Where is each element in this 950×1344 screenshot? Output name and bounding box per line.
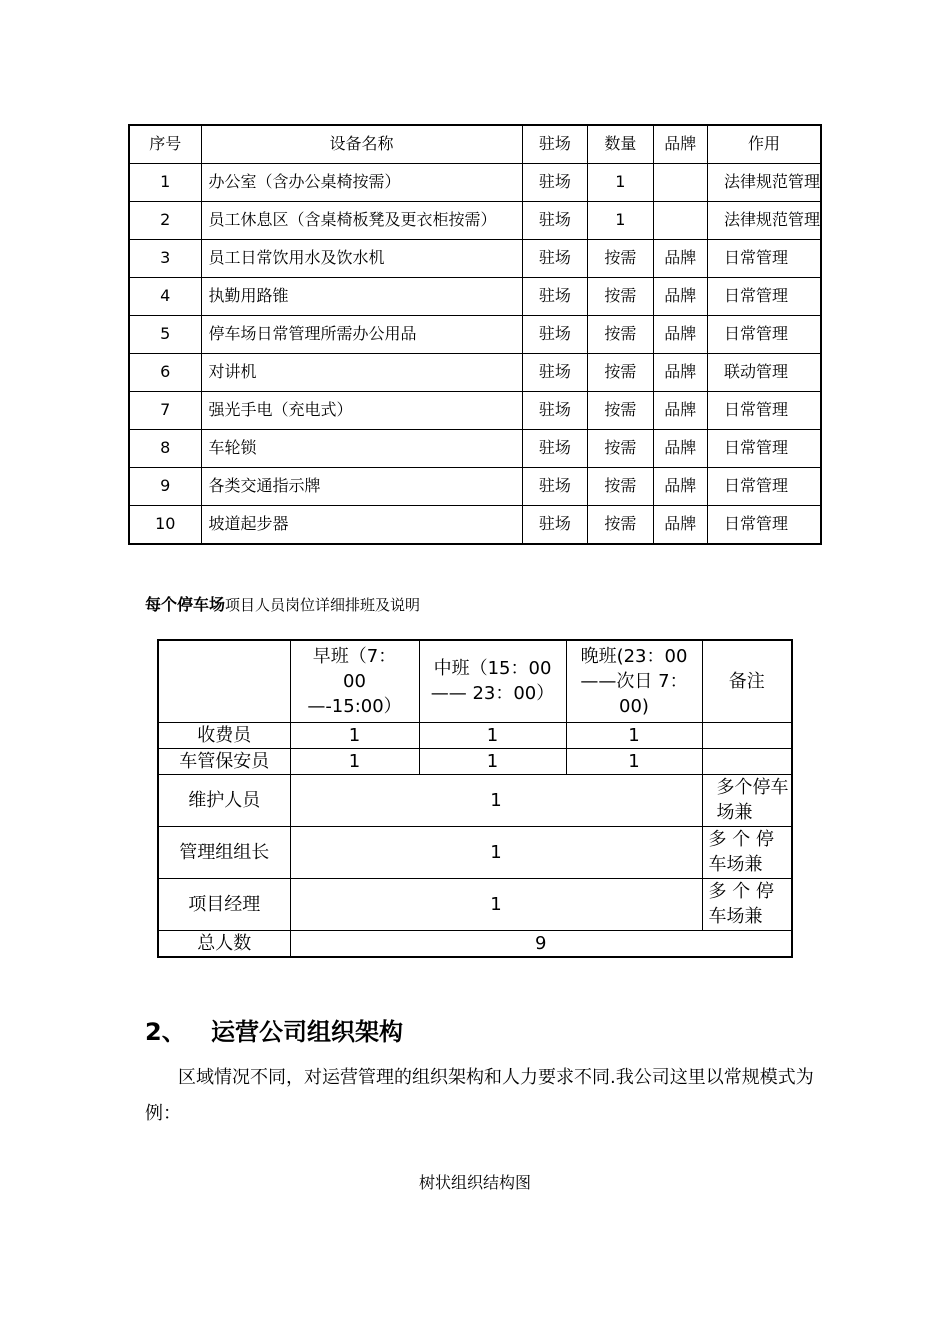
cell-col-qty: [588, 240, 654, 278]
schedule-header-middle: 中班（15：00—— 23：00）: [419, 640, 566, 722]
header-label: 作用: [747, 134, 780, 153]
morning-count: 1: [290, 722, 419, 748]
role-label: 项目经理: [158, 878, 290, 930]
cell-col-onsite: [522, 430, 588, 468]
cell-col-brand: [653, 468, 707, 506]
cell-col-onsite: [522, 240, 588, 278]
staff-count: 1: [290, 878, 702, 930]
cell-col-purpose: [707, 468, 821, 506]
role-label: 维护人员: [158, 774, 290, 826]
cell-col-qty: [588, 354, 654, 392]
cell-text: 1: [615, 172, 626, 191]
middle-count: 1: [419, 722, 566, 748]
equipment-row: [129, 430, 821, 468]
cell-text: 按需: [604, 362, 637, 381]
cell-text: 按需: [604, 324, 637, 343]
cell-col-onsite: [522, 202, 588, 240]
staff-count: 1: [290, 774, 702, 826]
cell-text: 驻场: [538, 400, 571, 419]
cell-text: 按需: [604, 476, 637, 495]
note-cell: [702, 748, 792, 774]
cell-col-brand: [653, 202, 707, 240]
equipment-row: [129, 506, 821, 545]
cell-col-name: [201, 430, 522, 468]
cell-col-name: [201, 278, 522, 316]
header-col-brand: [653, 125, 707, 164]
cell-col-brand: [653, 240, 707, 278]
role-label: 管理组组长: [158, 826, 290, 878]
cell-col-onsite: [522, 354, 588, 392]
cell-col-purpose: [707, 202, 821, 240]
cell-text: 日常管理: [723, 248, 788, 267]
cell-col-qty: [588, 278, 654, 316]
cell-col-index: [129, 164, 201, 202]
cell-col-purpose: [707, 392, 821, 430]
schedule-row-guard: [158, 748, 792, 774]
cell-col-brand: [653, 430, 707, 468]
cell-text: 品牌: [664, 438, 697, 457]
cell-text: 品牌: [664, 514, 697, 533]
header-col-purpose: [707, 125, 821, 164]
cell-col-qty: [588, 506, 654, 545]
cell-text: 日常管理: [723, 400, 788, 419]
note-cell: 多 个 停车场兼: [702, 826, 792, 878]
cell-col-name: [201, 468, 522, 506]
cell-text: 3: [160, 248, 171, 267]
equipment-row: [129, 354, 821, 392]
schedule-row-manager: [158, 878, 792, 930]
cell-text: 坡道起步器: [208, 514, 289, 533]
cell-col-brand: [653, 278, 707, 316]
cell-text: 按需: [604, 400, 637, 419]
morning-count: 1: [290, 748, 419, 774]
equipment-row: [129, 202, 821, 240]
cell-text: 强光手电（充电式）: [208, 400, 353, 419]
cell-col-purpose: [707, 354, 821, 392]
cell-text: 驻场: [538, 172, 571, 191]
cell-text: [654, 202, 707, 239]
cell-text: 按需: [604, 286, 637, 305]
cell-text: 按需: [604, 248, 637, 267]
cell-text: 按需: [604, 514, 637, 533]
equipment-header-row: [129, 125, 821, 164]
schedule-row-team-leader: [158, 826, 792, 878]
schedule-header-night: 晚班(23：00——次日 7：00): [566, 640, 702, 722]
cell-text: 法律规范管理: [723, 172, 820, 191]
cell-text: 1: [615, 210, 626, 229]
cell-col-name: [201, 316, 522, 354]
cell-col-index: [129, 202, 201, 240]
cell-col-onsite: [522, 468, 588, 506]
cell-text: 10: [155, 514, 176, 533]
note-cell: 多个停车场兼: [702, 774, 792, 826]
cell-text: [654, 164, 707, 201]
header-col-index: [129, 125, 201, 164]
middle-count: 1: [419, 748, 566, 774]
cell-text: 6: [160, 362, 171, 381]
cell-text: 日常管理: [723, 324, 788, 343]
cell-col-index: [129, 392, 201, 430]
schedule-title: [145, 592, 420, 615]
cell-text: 联动管理: [723, 362, 788, 381]
night-count: 1: [566, 722, 702, 748]
cell-col-brand: [653, 506, 707, 545]
equipment-table: [128, 124, 822, 545]
cell-col-index: [129, 278, 201, 316]
cell-text: 2: [160, 210, 171, 229]
cell-text: 7: [160, 400, 171, 419]
schedule-title-rest: 项目人员岗位详细排班及说明: [225, 596, 421, 614]
cell-col-purpose: [707, 430, 821, 468]
cell-col-index: [129, 316, 201, 354]
cell-col-index: [129, 468, 201, 506]
cell-col-onsite: [522, 506, 588, 545]
cell-text: 驻场: [538, 286, 571, 305]
cell-col-brand: [653, 392, 707, 430]
schedule-table: [157, 639, 793, 958]
cell-col-qty: [588, 316, 654, 354]
section-paragraph: 区域情况不同，对运营管理的组织架构和人力要求不同.我公司这里以常规模式为例：: [145, 1067, 814, 1124]
role-label: 总人数: [158, 930, 290, 957]
role-label: 车管保安员: [158, 748, 290, 774]
equipment-row: [129, 392, 821, 430]
cell-text: 各类交通指示牌: [208, 476, 321, 495]
cell-text: 8: [160, 438, 171, 457]
cell-text: 对讲机: [208, 362, 257, 381]
cell-text: 驻场: [538, 438, 571, 457]
role-label: 收费员: [158, 722, 290, 748]
cell-text: 品牌: [664, 362, 697, 381]
cell-col-onsite: [522, 316, 588, 354]
cell-text: 法律规范管理: [723, 210, 820, 229]
cell-text: 日常管理: [723, 286, 788, 305]
cell-col-purpose: [707, 164, 821, 202]
cell-col-name: [201, 240, 522, 278]
cell-col-onsite: [522, 392, 588, 430]
header-col-name: [201, 125, 522, 164]
cell-text: 驻场: [538, 362, 571, 381]
schedule-row-maintenance: [158, 774, 792, 826]
cell-text: 品牌: [664, 248, 697, 267]
cell-col-qty: [588, 392, 654, 430]
cell-text: 执勤用路锥: [208, 286, 289, 305]
cell-col-brand: [653, 316, 707, 354]
note-cell: [702, 722, 792, 748]
cell-text: 品牌: [664, 400, 697, 419]
cell-text: 驻场: [538, 476, 571, 495]
cell-text: 品牌: [664, 476, 697, 495]
cell-col-qty: [588, 164, 654, 202]
cell-col-purpose: [707, 278, 821, 316]
cell-text: 按需: [604, 438, 637, 457]
cell-col-index: [129, 430, 201, 468]
schedule-row-cashier: [158, 722, 792, 748]
cell-col-index: [129, 240, 201, 278]
cell-text: 4: [160, 286, 171, 305]
cell-text: 日常管理: [723, 476, 788, 495]
cell-text: 5: [160, 324, 171, 343]
equipment-row: [129, 164, 821, 202]
note-cell: 多 个 停车场兼: [702, 878, 792, 930]
cell-col-name: [201, 202, 522, 240]
cell-col-purpose: [707, 506, 821, 545]
schedule-header-row: [158, 640, 792, 722]
equipment-row: [129, 468, 821, 506]
total-count: 9: [290, 930, 792, 957]
night-count: 1: [566, 748, 702, 774]
diagram-caption: 树状组织结构图: [418, 1173, 531, 1192]
cell-col-purpose: [707, 316, 821, 354]
cell-text: 驻场: [538, 210, 571, 229]
cell-text: 车轮锁: [208, 438, 257, 457]
cell-text: 停车场日常管理所需办公用品: [208, 324, 417, 343]
header-label: 设备名称: [329, 134, 394, 153]
header-label: 数量: [604, 134, 637, 153]
equipment-row: [129, 278, 821, 316]
cell-col-name: [201, 354, 522, 392]
cell-col-brand: [653, 354, 707, 392]
cell-col-index: [129, 354, 201, 392]
cell-col-onsite: [522, 278, 588, 316]
header-col-onsite: [522, 125, 588, 164]
cell-col-name: [201, 164, 522, 202]
cell-col-onsite: [522, 164, 588, 202]
header-label: 驻场: [538, 134, 571, 153]
cell-text: 驻场: [538, 514, 571, 533]
section-number: 2、: [145, 1018, 186, 1046]
cell-text: 日常管理: [723, 438, 788, 457]
header-label: 品牌: [664, 134, 697, 153]
schedule-header-morning: 早班（7：00—-15:00）: [290, 640, 419, 722]
section-heading: [145, 1012, 403, 1047]
schedule-title-bold: 每个停车场: [145, 595, 226, 614]
cell-text: 驻场: [538, 248, 571, 267]
cell-text: 1: [160, 172, 171, 191]
section-title: 运营公司组织架构: [211, 1018, 403, 1046]
cell-text: 员工休息区（含桌椅板凳及更衣柜按需）: [208, 210, 497, 229]
cell-col-qty: [588, 202, 654, 240]
cell-col-index: [129, 506, 201, 545]
schedule-header-blank: [158, 640, 290, 722]
staff-count: 1: [290, 826, 702, 878]
cell-col-name: [201, 392, 522, 430]
header-label: 序号: [149, 134, 182, 153]
schedule-row-total: [158, 930, 792, 957]
equipment-row: [129, 316, 821, 354]
header-col-qty: [588, 125, 654, 164]
cell-text: 办公室（含办公桌椅按需）: [208, 172, 401, 191]
cell-text: 9: [160, 476, 171, 495]
cell-col-qty: [588, 468, 654, 506]
cell-text: 品牌: [664, 286, 697, 305]
cell-col-purpose: [707, 240, 821, 278]
cell-text: 品牌: [664, 324, 697, 343]
cell-text: 日常管理: [723, 514, 788, 533]
cell-text: 员工日常饮用水及饮水机: [208, 248, 385, 267]
cell-col-name: [201, 506, 522, 545]
cell-col-qty: [588, 430, 654, 468]
equipment-row: [129, 240, 821, 278]
schedule-header-note: 备注: [702, 640, 792, 722]
cell-text: 驻场: [538, 324, 571, 343]
cell-col-brand: [653, 164, 707, 202]
